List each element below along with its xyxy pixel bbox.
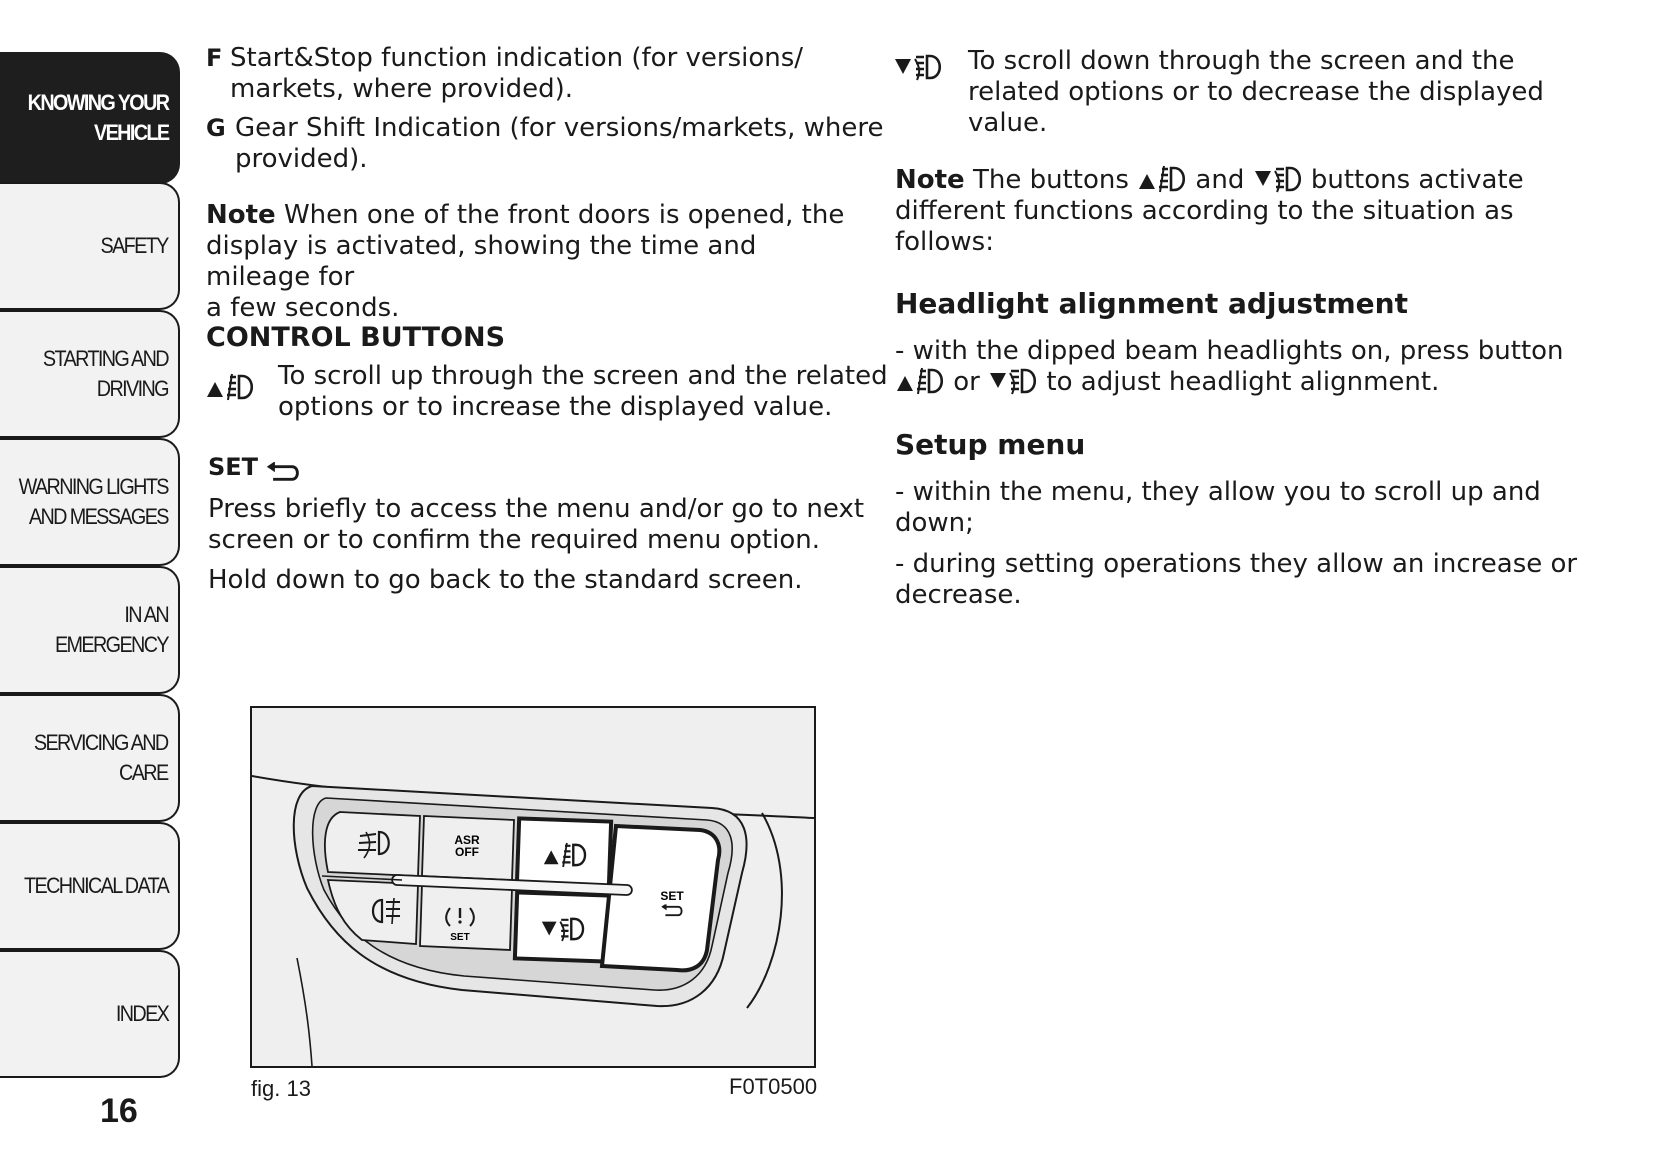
set-hold-description: Hold down to go back to the standard screen. bbox=[208, 565, 803, 595]
item-g-label: G bbox=[206, 114, 226, 142]
sidebar-tab-label: TECHNICAL DATA bbox=[23, 873, 168, 898]
page-number: 16 bbox=[100, 1092, 138, 1130]
sidebar-tab-starting-and-driving[interactable] bbox=[0, 310, 180, 438]
control-buttons-heading: CONTROL BUTTONS bbox=[206, 322, 506, 353]
sidebar-tab-in-an-emergency[interactable] bbox=[0, 566, 180, 694]
sidebar-tab-servicing-and-care[interactable] bbox=[0, 694, 180, 822]
figure-caption: fig. 13 bbox=[251, 1076, 311, 1101]
set-label: SET bbox=[208, 453, 259, 481]
headlight-up-icon bbox=[895, 367, 945, 395]
headlight-up-icon bbox=[205, 373, 255, 401]
headlight-alignment-text bbox=[895, 336, 1615, 398]
note-doors bbox=[206, 200, 866, 324]
set-description: Press briefly to access the menu and/or go to next screen or to confirm the required menu option. bbox=[208, 494, 865, 555]
tyre-set-label: SET bbox=[450, 932, 470, 943]
headlight-text-b1: or bbox=[945, 367, 989, 397]
sidebar-tab-label: WARNING LIGHTS AND MESSAGES bbox=[18, 474, 168, 529]
note-text: When one of the front doors is opened, the bbox=[275, 200, 845, 230]
set-return-icon bbox=[265, 462, 301, 484]
headlight-down-icon bbox=[1253, 165, 1303, 193]
note-text: and bbox=[1187, 165, 1253, 195]
item-f-label: F bbox=[206, 44, 223, 72]
set-button-label: SET bbox=[660, 889, 684, 903]
sidebar-tab-label: SERVICING AND CARE bbox=[34, 730, 168, 785]
sidebar-tab-label: SAFETY bbox=[100, 233, 168, 258]
note-text-rest: display is activated, showing the time and mileage for a few seconds. bbox=[206, 231, 757, 323]
sidebar-tab-index[interactable] bbox=[0, 950, 180, 1078]
setup-menu-item-2: - during setting operations they allow an increase or decrease. bbox=[895, 549, 1578, 610]
headlight-alignment-heading: Headlight alignment adjustment bbox=[895, 287, 1408, 320]
headlight-text-b2: to adjust headlight alignment. bbox=[1038, 367, 1440, 397]
sidebar-tab-technical-data[interactable] bbox=[0, 822, 180, 950]
note-label: Note bbox=[895, 165, 965, 195]
note-text: The buttons bbox=[964, 165, 1138, 195]
note-buttons bbox=[895, 165, 1615, 258]
figure-code: F0T0500 bbox=[729, 1074, 818, 1099]
scroll-down-description: To scroll down through the screen and the related options or to decrease the displayed value. bbox=[968, 46, 1544, 138]
setup-menu-item-1: - within the menu, they allow you to scroll up and down; bbox=[895, 477, 1541, 538]
note-text-rest: different functions according to the situation as follows: bbox=[895, 196, 1514, 257]
sidebar-tab-label: STARTING AND DRIVING bbox=[42, 346, 168, 401]
control-buttons-figure bbox=[250, 706, 816, 1068]
headlight-down-icon bbox=[988, 367, 1038, 395]
headlight-text-a: - with the dipped beam headlights on, press button bbox=[895, 336, 1564, 366]
headlight-up-icon bbox=[1137, 165, 1187, 193]
note-text: buttons activate bbox=[1302, 165, 1524, 195]
scroll-up-description: To scroll up through the screen and the related options or to increase the displayed value. bbox=[278, 361, 888, 422]
sidebar-tab-label: IN AN EMERGENCY bbox=[54, 602, 168, 657]
headlight-down-icon bbox=[893, 53, 943, 81]
asr-off-label: ASR OFF bbox=[454, 833, 480, 859]
sidebar-tab-label: KNOWING YOUR VEHICLE bbox=[27, 90, 168, 145]
sidebar-tab-warning-lights[interactable] bbox=[0, 438, 180, 566]
setup-menu-heading: Setup menu bbox=[895, 428, 1086, 461]
item-f-text: Start&Stop function indication (for versions/ markets, where provided). bbox=[230, 43, 804, 104]
sidebar-tab-label: INDEX bbox=[115, 1001, 168, 1026]
item-g-text: Gear Shift Indication (for versions/markets, where provided). bbox=[235, 113, 884, 174]
sidebar-tab-safety[interactable] bbox=[0, 182, 180, 310]
note-label: Note bbox=[206, 200, 276, 230]
sidebar-tab-knowing-your-vehicle[interactable] bbox=[0, 52, 180, 184]
control-panel-illustration bbox=[252, 708, 814, 1066]
